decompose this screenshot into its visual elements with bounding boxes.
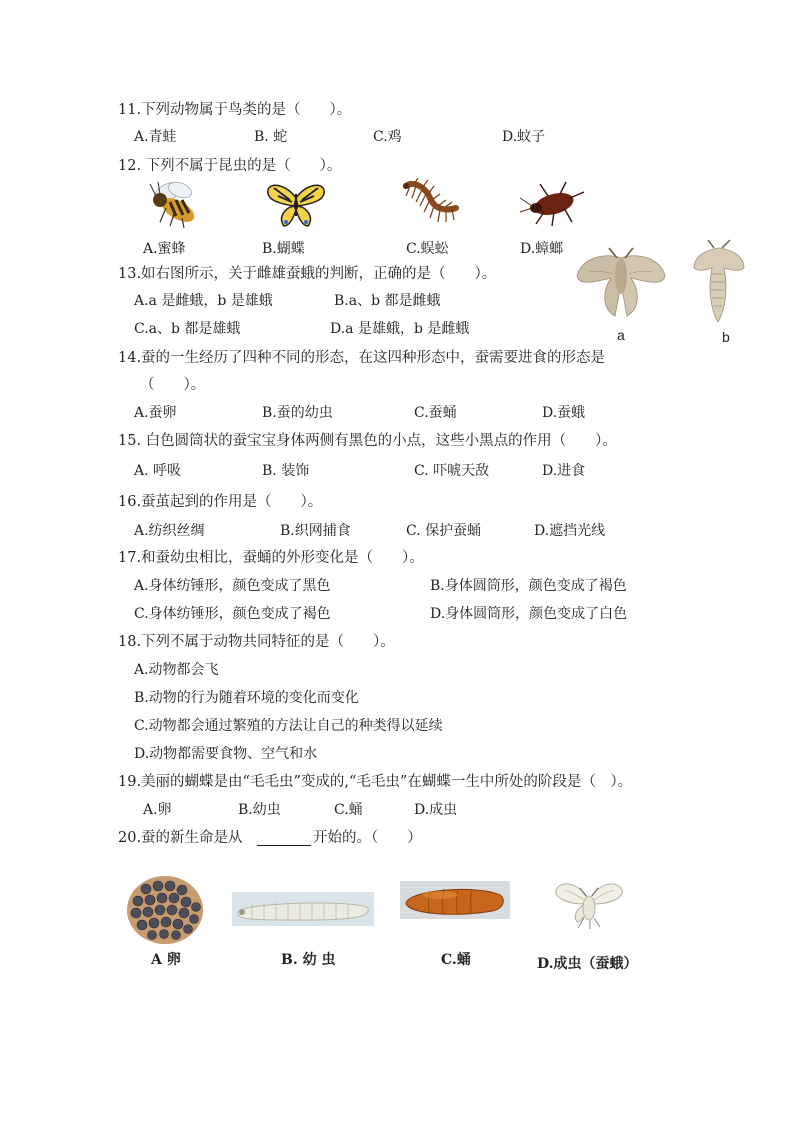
moth-a-label: a (617, 327, 625, 343)
q15-stem: 15. 白色圆筒状的蚕宝宝身体两侧有黑色的小点，这些小黑点的作用（ ）。 (118, 433, 617, 449)
q16-stem: 16.蚕茧起到的作用是（ ）。 (118, 494, 323, 510)
q14-option-c[interactable]: C.蚕蛹 (414, 405, 457, 421)
q13-option-c[interactable]: C.a、b 都是雄蛾 (134, 321, 241, 337)
moth-b-icon (690, 238, 748, 326)
q19-stem: 19.美丽的蝴蝶是由“毛毛虫”变成的,“毛毛虫”在蝴蝶一生中所处的阶段是（ ）。 (118, 774, 633, 790)
q16-option-d[interactable]: D.遮挡光线 (534, 523, 606, 539)
q14-option-d[interactable]: D.蚕蛾 (542, 405, 586, 421)
q20-caption-b: B. 幼 虫 (281, 952, 336, 968)
q20-caption-c: C.蛹 (441, 952, 471, 968)
q15-option-d[interactable]: D.进食 (542, 463, 586, 479)
q12-stem: 12. 下列不属于昆虫的是（ ）。 (118, 158, 342, 174)
q14-stem-cont: （ ）。 (140, 377, 206, 393)
q11-option-b[interactable]: B. 蛇 (254, 129, 288, 145)
q18-option-b[interactable]: B.动物的行为随着环境的变化而变化 (134, 690, 359, 706)
moth-a-icon (575, 246, 667, 324)
q15-option-b[interactable]: B. 装饰 (262, 463, 310, 479)
butterfly-icon (266, 182, 326, 230)
q20-caption-d: D.成虫（蚕蛾） (537, 956, 638, 972)
centipede-icon (400, 178, 462, 228)
q14-option-a[interactable]: A.蚕卵 (134, 405, 177, 421)
cockroach-icon (518, 178, 588, 228)
q19-option-c[interactable]: C.蛹 (334, 802, 363, 818)
q14-option-b[interactable]: B.蚕的幼虫 (262, 405, 333, 421)
q19-option-b[interactable]: B.幼虫 (238, 802, 281, 818)
q17-option-c[interactable]: C.身体纺锤形，颜色变成了褐色 (134, 606, 331, 622)
q12-option-d[interactable]: D.蟑螂 (520, 241, 564, 257)
q20-caption-a: A 卵 (151, 952, 181, 968)
q18-option-c[interactable]: C.动物都会通过繁殖的方法让自己的种类得以延续 (134, 718, 443, 734)
q13-option-d[interactable]: D.a 是雄蛾，b 是雌蛾 (330, 321, 470, 337)
bee-icon (146, 178, 206, 230)
q14-stem: 14.蚕的一生经历了四种不同的形态，在这四种形态中，蚕需要进食的形态是 (118, 350, 606, 366)
q17-option-b[interactable]: B.身体圆筒形，颜色变成了褐色 (430, 578, 627, 594)
q11-stem: 11.下列动物属于鸟类的是（ ）。 (118, 102, 352, 118)
q18-option-a[interactable]: A.动物都会飞 (134, 662, 219, 678)
q12-option-c[interactable]: C.蜈蚣 (406, 241, 449, 257)
q18-option-d[interactable]: D.动物都需要食物、空气和水 (134, 746, 318, 762)
q17-option-d[interactable]: D.身体圆筒形，颜色变成了白色 (430, 606, 628, 622)
q13-option-b[interactable]: B.a、b 都是雌蛾 (334, 293, 441, 309)
silkworm-pupa-icon (400, 881, 510, 919)
q20-stem-suffix: 开始的。（ ） (313, 830, 422, 846)
q17-option-a[interactable]: A.身体纺锤形，颜色变成了黑色 (134, 578, 331, 594)
q15-option-a[interactable]: A. 呼吸 (134, 463, 182, 479)
q19-option-d[interactable]: D.成虫 (414, 802, 458, 818)
q17-stem: 17.和蚕幼虫相比，蚕蛹的外形变化是（ ）。 (118, 550, 424, 566)
q12-option-b[interactable]: B.蝴蝶 (262, 241, 305, 257)
q20-stem-prefix: 20.蚕的新生命是从 (118, 830, 243, 846)
q16-option-b[interactable]: B.织网捕食 (280, 523, 351, 539)
q18-stem: 18.下列不属于动物共同特征的是（ ）。 (118, 634, 395, 650)
silkworm-moth-icon (548, 874, 628, 930)
moth-b-label: b (722, 329, 730, 345)
q15-option-c[interactable]: C. 吓唬天敌 (414, 463, 490, 479)
q11-option-a[interactable]: A.青蛙 (134, 129, 177, 145)
q12-option-a[interactable]: A.蜜蜂 (143, 241, 186, 257)
q11-option-d[interactable]: D.蚊子 (502, 129, 546, 145)
silkworm-larva-icon (232, 892, 374, 926)
q16-option-c[interactable]: C. 保护蚕蛹 (406, 523, 482, 539)
q13-stem: 13.如右图所示，关于雌雄蚕蛾的判断，正确的是（ ）。 (118, 266, 497, 282)
q13-option-a[interactable]: A.a 是雌蛾，b 是雄蛾 (134, 293, 273, 309)
q19-option-a[interactable]: A.卵 (143, 802, 172, 818)
q16-option-a[interactable]: A.纺织丝绸 (134, 523, 205, 539)
q20-blank[interactable] (257, 845, 311, 846)
silkworm-eggs-icon (126, 875, 204, 945)
q11-option-c[interactable]: C.鸡 (373, 129, 402, 145)
